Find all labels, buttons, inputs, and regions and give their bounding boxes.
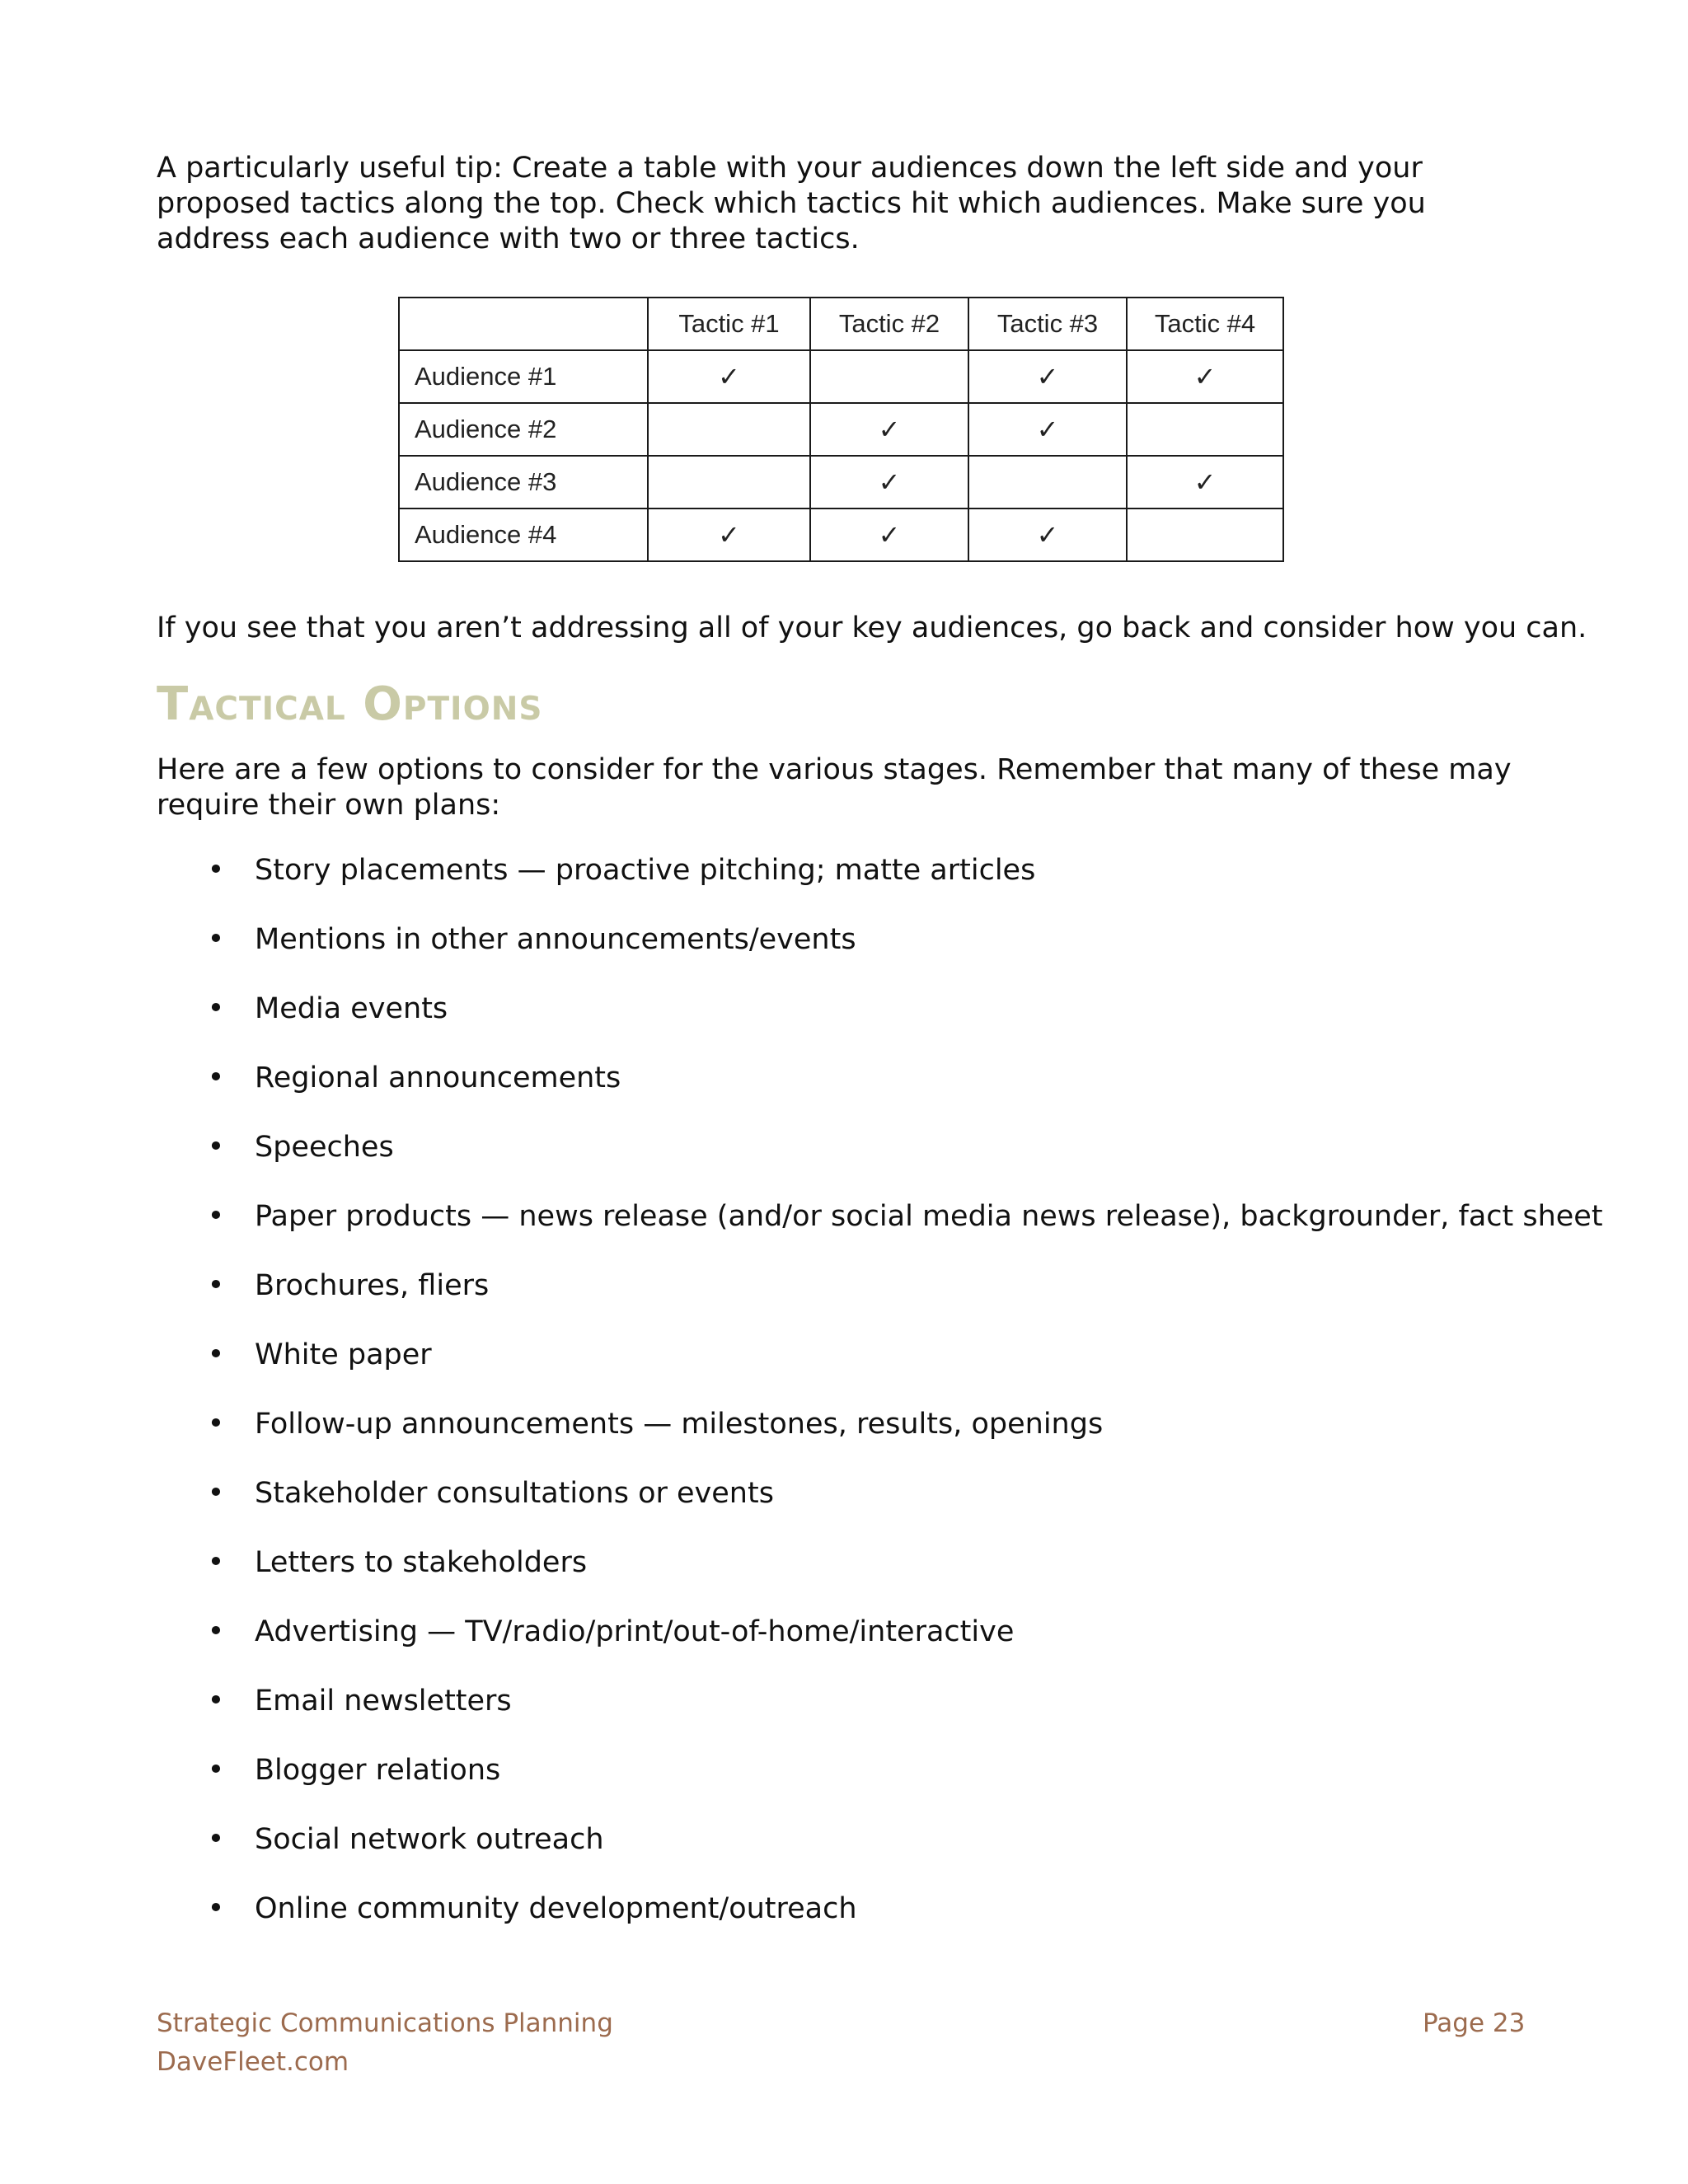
list-item bbox=[157, 1130, 1603, 1199]
list-item-text: Blogger relations bbox=[255, 1754, 501, 1787]
bullet-icon: • bbox=[207, 1754, 225, 1787]
list-item bbox=[157, 1061, 1603, 1130]
matrix-audience-label: Audience #1 bbox=[399, 350, 648, 403]
bullet-icon: • bbox=[207, 1823, 225, 1856]
matrix-header-corner bbox=[399, 298, 648, 350]
bullet-icon: • bbox=[207, 854, 225, 887]
bullet-icon: • bbox=[207, 992, 225, 1025]
list-item-text: Mentions in other announcements/events bbox=[255, 923, 856, 956]
list-item bbox=[157, 1822, 1603, 1891]
list-item bbox=[157, 1268, 1603, 1338]
matrix-cell bbox=[648, 403, 810, 456]
list-item bbox=[157, 1338, 1603, 1407]
list-item bbox=[157, 1684, 1603, 1753]
list-item-text: Letters to stakeholders bbox=[255, 1546, 588, 1579]
bullet-icon: • bbox=[207, 1062, 225, 1094]
list-item-text: Email newsletters bbox=[255, 1685, 512, 1718]
matrix-table bbox=[398, 297, 1284, 562]
matrix-cell bbox=[1127, 403, 1283, 456]
matrix-audience-label: Audience #2 bbox=[399, 403, 648, 456]
followup-paragraph: If you see that you aren’t addressing all of your key audiences, go back and consider how you can. bbox=[157, 612, 1587, 644]
matrix-cell: ✓ bbox=[968, 509, 1127, 561]
matrix-header-tactic-1: Tactic #1 bbox=[648, 298, 810, 350]
matrix-cell bbox=[1127, 509, 1283, 561]
intro-paragraph: A particularly useful tip: Create a table with your audiences down the left side and your proposed tactics along the top. Check which tactics hit which audiences. Make sure you address each audience with two or three tactics. bbox=[157, 152, 1426, 255]
matrix-cell bbox=[968, 456, 1127, 509]
matrix-cell: ✓ bbox=[968, 350, 1127, 403]
bullet-icon: • bbox=[207, 1269, 225, 1302]
matrix-cell bbox=[810, 350, 968, 403]
matrix-header-tactic-2: Tactic #2 bbox=[810, 298, 968, 350]
matrix-cell: ✓ bbox=[810, 403, 968, 456]
bullet-icon: • bbox=[207, 1477, 225, 1510]
list-item bbox=[157, 922, 1603, 991]
list-item-text: Advertising — TV/radio/print/out-of-home/interactive bbox=[255, 1615, 1015, 1648]
list-item bbox=[157, 1891, 1603, 1961]
list-item bbox=[157, 991, 1603, 1061]
bullet-icon: • bbox=[207, 923, 225, 956]
bullet-icon: • bbox=[207, 1685, 225, 1718]
bullet-icon: • bbox=[207, 1338, 225, 1371]
footer-page-number: Page 23 bbox=[1423, 2008, 1526, 2038]
matrix-cell: ✓ bbox=[648, 509, 810, 561]
matrix-header-tactic-4: Tactic #4 bbox=[1127, 298, 1283, 350]
options-intro-paragraph: Here are a few options to consider for the various stages. Remember that many of these may require their own plans: bbox=[157, 753, 1512, 822]
footer-site: DaveFleet.com bbox=[157, 2047, 349, 2077]
list-item-text: Regional announcements bbox=[255, 1062, 621, 1094]
matrix-header-tactic-3: Tactic #3 bbox=[968, 298, 1127, 350]
matrix-cell bbox=[648, 456, 810, 509]
matrix-audience-label: Audience #4 bbox=[399, 509, 648, 561]
bullet-icon: • bbox=[207, 1408, 225, 1441]
bullet-icon: • bbox=[207, 1131, 225, 1164]
bullet-icon: • bbox=[207, 1892, 225, 1925]
bullet-icon: • bbox=[207, 1200, 225, 1233]
list-item bbox=[157, 1615, 1603, 1684]
matrix-cell: ✓ bbox=[1127, 456, 1283, 509]
list-item-text: Speeches bbox=[255, 1131, 394, 1164]
list-item-text: White paper bbox=[255, 1338, 432, 1371]
list-item bbox=[157, 853, 1603, 922]
list-item bbox=[157, 1407, 1603, 1476]
matrix-cell: ✓ bbox=[648, 350, 810, 403]
list-item bbox=[157, 1476, 1603, 1545]
matrix-audience-label: Audience #3 bbox=[399, 456, 648, 509]
matrix-cell: ✓ bbox=[1127, 350, 1283, 403]
matrix-cell: ✓ bbox=[810, 456, 968, 509]
list-item-text: Social network outreach bbox=[255, 1823, 604, 1856]
list-item-text: Media events bbox=[255, 992, 448, 1025]
list-item-text: Follow-up announcements — milestones, results, openings bbox=[255, 1408, 1104, 1441]
matrix-header-row bbox=[399, 298, 1283, 350]
footer-left bbox=[157, 2004, 613, 2082]
list-item-text: Stakeholder consultations or events bbox=[255, 1477, 774, 1510]
matrix-row bbox=[399, 350, 1283, 403]
list-item-text: Online community development/outreach bbox=[255, 1892, 857, 1925]
matrix-cell: ✓ bbox=[810, 509, 968, 561]
matrix-cell: ✓ bbox=[968, 403, 1127, 456]
footer-document-title: Strategic Communications Planning bbox=[157, 2008, 613, 2038]
tactical-options-list bbox=[157, 853, 1603, 1961]
list-item-text: Story placements — proactive pitching; matte articles bbox=[255, 854, 1036, 887]
list-item bbox=[157, 1545, 1603, 1615]
audience-tactic-matrix bbox=[398, 297, 1284, 562]
matrix-row bbox=[399, 403, 1283, 456]
bullet-icon: • bbox=[207, 1615, 225, 1648]
list-item bbox=[157, 1753, 1603, 1822]
list-item bbox=[157, 1199, 1603, 1268]
matrix-row bbox=[399, 509, 1283, 561]
bullet-icon: • bbox=[207, 1546, 225, 1579]
section-heading: Tactical Options bbox=[157, 677, 543, 731]
matrix-row bbox=[399, 456, 1283, 509]
list-item-text: Brochures, fliers bbox=[255, 1269, 490, 1302]
list-item-text: Paper products — news release (and/or social media news release), backgrounder, fact sheet bbox=[255, 1200, 1603, 1233]
